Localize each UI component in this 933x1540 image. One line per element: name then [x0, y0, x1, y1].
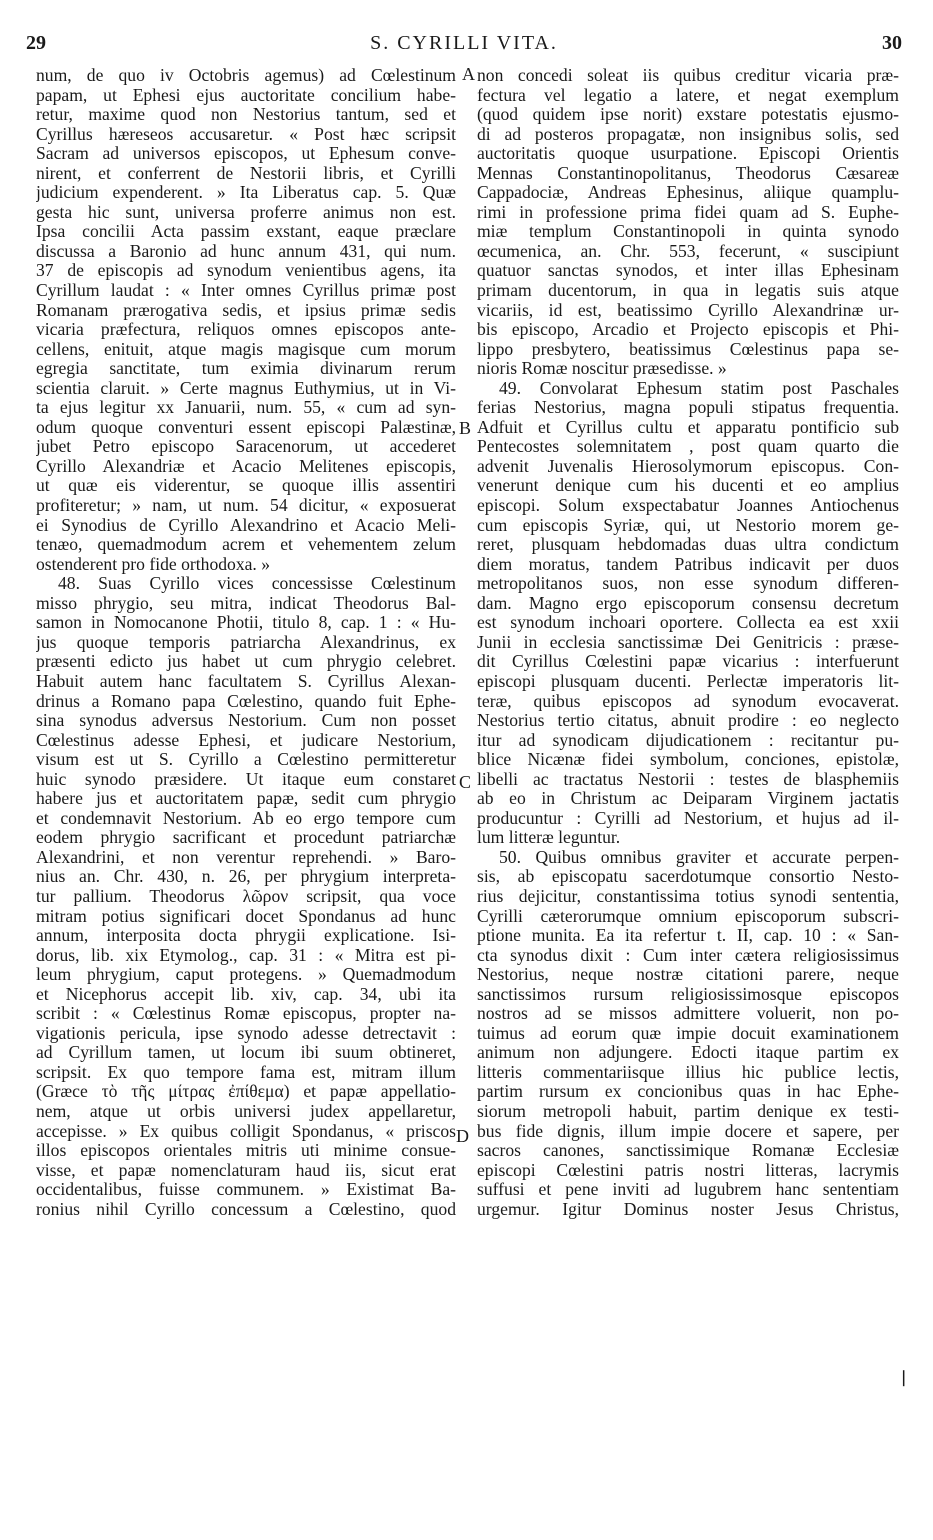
margin-letter-c: C [459, 772, 472, 792]
left-column-line: ta ejus legitur xx Januarii, num. 55, « cum ad syn- [36, 398, 456, 418]
right-column-line: producuntur : Cyrilli ad Nestorium, et hujus ad il- [477, 808, 899, 828]
right-column-line: partim rursum ex concionibus quas in hac Ephe- [477, 1082, 899, 1102]
left-column-line: et condemnavit Nestorium. Ab eo ergo tempore cum [36, 808, 456, 828]
right-column-line: primam ducentorum, in qua in legatis suis atque [477, 281, 899, 301]
right-column-line: Pentecostes solemnitatem , post quam quarto die [477, 437, 899, 457]
right-column-line: bus fide dignis, illum impie docere et sapere, per [477, 1121, 899, 1141]
right-column-line: advenit Juvenalis Hierosolymorum episcopus. Con- [477, 456, 899, 476]
right-column-line: sis, ab episcopatu sacerdotumque consortio Nesto- [477, 867, 899, 887]
right-column-line: Cyrilli cæterorumque omnium episcoporum subscri- [477, 906, 899, 926]
right-column-line: blice Nicænæ fidei symbolum, conciones, epistolæ, [477, 750, 899, 770]
left-column-line: præsenti edicto jus habet ut cum phrygio celebret. [36, 652, 456, 672]
left-column-line: occidentalibus, fuisse communem. » Existimat Ba- [36, 1180, 456, 1200]
left-column-line: habere jus et auctoritatem papæ, sedit cum phrygio [36, 789, 456, 809]
left-column-line: annum, interposita docta phrygii explicatione. Isi- [36, 926, 456, 946]
left-column-line: Cyrillus hæreseos accusaretur. « Post hæc scripsit [36, 124, 456, 144]
left-column-line: gesta hic sunt, universa proferre animus non est. [36, 202, 456, 222]
right-column-line: reret, plusquam hebdomadas duas ultra condictum [477, 535, 899, 555]
right-column-line: (quod quidem ipse norit) exstare potestatis ejusmo- [477, 105, 899, 125]
left-column-line: Ipsa concilii Acta passim exstant, eaque præclare [36, 222, 456, 242]
right-column-line: Nestorius tertio citatus, abnuit prodire : eo neglecto [477, 711, 899, 731]
left-column-line: tenæo, quemadmodum acrem et vehementem zelum [36, 535, 456, 555]
left-column-line: Cyrillo Alexandriæ et Acacio Melitenes episcopis, [36, 456, 456, 476]
right-column-line: œcumenica, an. Chr. 553, fecerunt, « suscipiunt [477, 241, 899, 261]
left-column-line: ronius nihil Cyrillo concessum a Cœlestino, quod [36, 1199, 456, 1219]
right-column-line: auctoritatis quoque usurpatione. Episcopi Orientis [477, 144, 899, 164]
left-column-line: num, de quo iv Octobris agemus) ad Cœlestinum [36, 66, 456, 85]
right-column-line: episcopi. Solum exspectabatur Joannes Antiochenus [477, 496, 899, 516]
right-column-line: libelli ac tractatus Nestorii : testes de blasphemiis [477, 769, 899, 789]
left-column-line: mitram potius significari docet Spondanus ad hunc [36, 906, 456, 926]
left-column-line: visum est ut S. Cyrillo a Cœlestino permitteretur [36, 750, 456, 770]
margin-letter-b: B [459, 418, 472, 438]
right-column-line: ab eo in Christum ac Deiparam Virginem jactatis [477, 789, 899, 809]
right-column-line: dam. Magno ergo episcoporum consensu decretum [477, 593, 899, 613]
left-column-line: scripsit. Ex quo tempore fama est, mitram illum [36, 1062, 456, 1082]
right-column-line: rimi in professione prima fidei quam ad S. Euphe- [477, 202, 899, 222]
left-column-line: tur pallium. Theodorus λῶρον scripsit, qua voce [36, 886, 456, 906]
right-column-line: nioris Romæ noscitur præsedisse. » [477, 359, 727, 379]
left-column-line: (Græce τὸ τῆς μίτρας ἐπίθεμα) et papæ appellatio- [36, 1082, 456, 1102]
left-column-line: scientia claruit. » Certe magnus Euthymius, ut in Vi- [36, 378, 456, 398]
right-column-line: Adfuit et Cyrillus cultu et apparatu pontificio sub [477, 417, 899, 437]
left-column-line: retur, maxime quod non Nestorius tantum, sed et [36, 105, 456, 125]
left-column-line: scribit : « Cœlestinus Romæ episcopus, propter na- [36, 1004, 456, 1024]
left-column-line: Cyrillum laudat : « Inter omnes Cyrillus primæ post [36, 281, 456, 301]
right-column-line: vicariis, id est, beatissimo Cyrillo Alexandrinæ ur- [477, 300, 899, 320]
left-column-line: Sacram ad universos episcopos, ut Ephesum conve- [36, 144, 456, 164]
right-column-line: ptione munita. Ea ita refertur t. II, cap. 10 : « San- [477, 926, 899, 946]
right-column-line: animum non adjungere. Edocti itaque partim ex [477, 1043, 899, 1063]
left-column-line: nius an. Chr. 430, n. 26, per phrygium interpreta- [36, 867, 456, 887]
left-column-line: cellens, enituit, atque magis magisque cum morum [36, 339, 456, 359]
right-column-line: Nestorius, neque nostræ citationi parere, neque [477, 965, 899, 985]
left-column-line: Romanam prærogativa sedis, et ipsius primæ sedis [36, 300, 456, 320]
left-column-line: accepisse. » Ex quibus colligit Spondanus, « priscos [36, 1121, 456, 1141]
left-column-line: odum quoque conventuri essent episcopi Palæstinæ, [36, 417, 456, 437]
right-column-line: cum episcopis Syriæ, qui, ut Nestorio morem ge- [477, 515, 899, 535]
margin-letter-d: D [456, 1126, 469, 1146]
right-column-line: non concedi soleat iis quibus creditur vicaria præ- [477, 66, 899, 85]
right-column-line: sacros canones, sanctissimique Romanæ Ecclesiæ [477, 1141, 899, 1161]
page-header [26, 32, 902, 62]
right-column-line: 49. Convolarat Ephesum statim post Paschales [499, 378, 899, 398]
left-column-line: nirent, et conferrent de Nestorii libris, et Cyrilli [36, 163, 456, 183]
right-page-number: 30 [882, 32, 902, 54]
left-column-line: discussa a Baronio ad hunc annum 431, qui num. [36, 241, 456, 261]
left-column-line: visse, et papæ nomenclaturam haud iis, sicut erat [36, 1160, 456, 1180]
right-column-line: Cappadociæ, Andreas Ephesinus, aliique quamplu- [477, 183, 899, 203]
left-column-line: papam, ut Ephesi ejus auctoritate concilium habe- [36, 85, 456, 105]
left-column-line: sina synodus adversus Nestorium. Cum non posset [36, 711, 456, 731]
left-column-line: huic synodo præsidere. Ut itaque eum constaret [36, 769, 456, 789]
left-column-line: et Nicephorus accepit lib. xiv, cap. 34, ubi ita [36, 984, 456, 1004]
left-column-line: drinus a Romano papa Cœlestino, quando fuit Ephe- [36, 691, 456, 711]
right-column-line: Mennas Constantinopolitanus, Theodorus Cæsareæ [477, 163, 899, 183]
left-column-line: leum phrygium, caput protegens. » Quemadmodum [36, 965, 456, 985]
left-column-line: egregia sanctitate, tum eximia divinarum rerum [36, 359, 456, 379]
left-column-line: judicium expenderent. » Ita Liberatus cap. 5. Quæ [36, 183, 456, 203]
left-column-line: Alexandrini, et non verentur reprehendi. » Baro- [36, 847, 456, 867]
right-column-line: lippo presbytero, beatissimus Cœlestinus papa se- [477, 339, 899, 359]
left-column-line: 37 de episcopis ad synodum venientibus agens, ita [36, 261, 456, 281]
left-column-line: Habuit autem hanc facultatem S. Cyrillus Alexan- [36, 671, 456, 691]
right-column-line: fectura vel legatio a latere, et negat exemplum [477, 85, 899, 105]
right-column-line: dit Cyrillus Cœlestini papæ vicarius : interfuerunt [477, 652, 899, 672]
right-column-line: est synodum inchoari oportere. Collecta ea est xxii [477, 613, 899, 633]
right-column-line: rius dejicitur, constantissima totius synodi sententia, [477, 886, 899, 906]
right-column-line: miæ templum Constantinopoli in quinta synodo [477, 222, 899, 242]
left-column-line: 48. Suas Cyrillo vices concessisse Cœlestinum [58, 574, 456, 594]
right-column-line: sanctissimos rursum religiosissimosque episcopos [477, 984, 899, 1004]
right-column-line: tuimus ad eorum quæ impie docuit examinationem [477, 1023, 899, 1043]
left-column-line: profiteretur; » nam, ut num. 54 dicitur, « exposuerat [36, 496, 456, 516]
left-column-line: samon in Nomocanone Photii, titulo 8, cap. 1 : « Hu- [36, 613, 456, 633]
left-column-line: illos episcopos orientales mitris uti minime consue- [36, 1141, 456, 1161]
right-column-line: urgemur. Igitur Dominus noster Jesus Christus, [477, 1199, 899, 1219]
right-column-line: lum litteræ leguntur. [477, 828, 621, 848]
running-title: S. CYRILLI VITA. [370, 32, 558, 54]
right-column-line: itur ad synodicam dijudicationem : recitantur pu- [477, 730, 899, 750]
right-column-line: di ad posteros propagatæ, non insignibus solis, sed [477, 124, 899, 144]
right-column [477, 66, 899, 1219]
right-column-line: litteris commentariisque illius hic publice lectis, [477, 1062, 899, 1082]
right-column-line: episcopi plusquam ducenti. Perlectæ imperatoris lit- [477, 671, 899, 691]
margin-letter-a: A [462, 64, 475, 84]
left-column-line: Cœlestinus adesse Ephesi, et judicare Nestorium, [36, 730, 456, 750]
right-column-line: quatuor sanctas synodos, et inter illas Ephesinam [477, 261, 899, 281]
left-column-line: vicaria præfectura, reliquos omnes episcopos ante- [36, 320, 456, 340]
left-column-line: dorus, lib. xix Etymolog., cap. 31 : « Mitra est pi- [36, 945, 456, 965]
right-column-line: teræ, quibus episcopos ad synodum evocaverat. [477, 691, 899, 711]
right-column-line: diem moratus, tandem Patribus indicavit per duos [477, 554, 899, 574]
left-column-line: ei Synodius de Cyrillo Alexandrino et Acacio Meli- [36, 515, 456, 535]
left-page-number: 29 [26, 32, 46, 54]
right-column-line: nostros ad se missos admittere voluerit, non po- [477, 1004, 899, 1024]
right-column-line: metropolitanos suos, non esse synodum differen- [477, 574, 899, 594]
left-column-line: eodem phrygio sacrificant et procedunt patriarchæ [36, 828, 456, 848]
margin-bracket-mark: ⎸ [903, 1368, 920, 1387]
right-column-line: siorum metropoli habuit, partim denique ex testi- [477, 1101, 899, 1121]
left-column-line: vigationis pericula, ipse synodo adesse detrectavit : [36, 1023, 456, 1043]
right-column-line: bis episcopo, Arcadio et Projecto episcopis et Phi- [477, 320, 899, 340]
right-column-line: 50. Quibus omnibus graviter et accurate perpen- [499, 847, 899, 867]
left-column-line: jus quoque temporis patriarcha Alexandrinus, ex [36, 632, 456, 652]
right-column-line: suffusi et pene inviti ad lugubrem hanc sententiam [477, 1180, 899, 1200]
left-column-line: nem, atque ut orbis universi judex appellaretur, [36, 1101, 456, 1121]
right-column-line: cta synodus dixit : Cum inter cætera religiosissimus [477, 945, 899, 965]
left-column-line: misso phrygio, seu mitra, indicat Theodorus Bal- [36, 593, 456, 613]
left-column-line: jubet Petro episcopo Saracenorum, ut accederet [36, 437, 456, 457]
right-column-line: ferias Nestorius, magna populi stipatus frequentia. [477, 398, 899, 418]
right-column-line: venerunt denique cum his ducenti et eo amplius [477, 476, 899, 496]
left-column-line: ad Cyrillum tamen, ut locum ibi suum obtineret, [36, 1043, 456, 1063]
left-column-line: ostenderent pro fide orthodoxa. » [36, 554, 271, 574]
right-column-line: episcopi Cœlestini patris nostri litteras, lacrymis [477, 1160, 899, 1180]
left-column [36, 66, 456, 1219]
right-column-line: Junii in ecclesia sanctissimæ Dei Genitricis : præse- [477, 632, 899, 652]
left-column-line: ut quæ eis viderentur, se quoque illis assentiri [36, 476, 456, 496]
